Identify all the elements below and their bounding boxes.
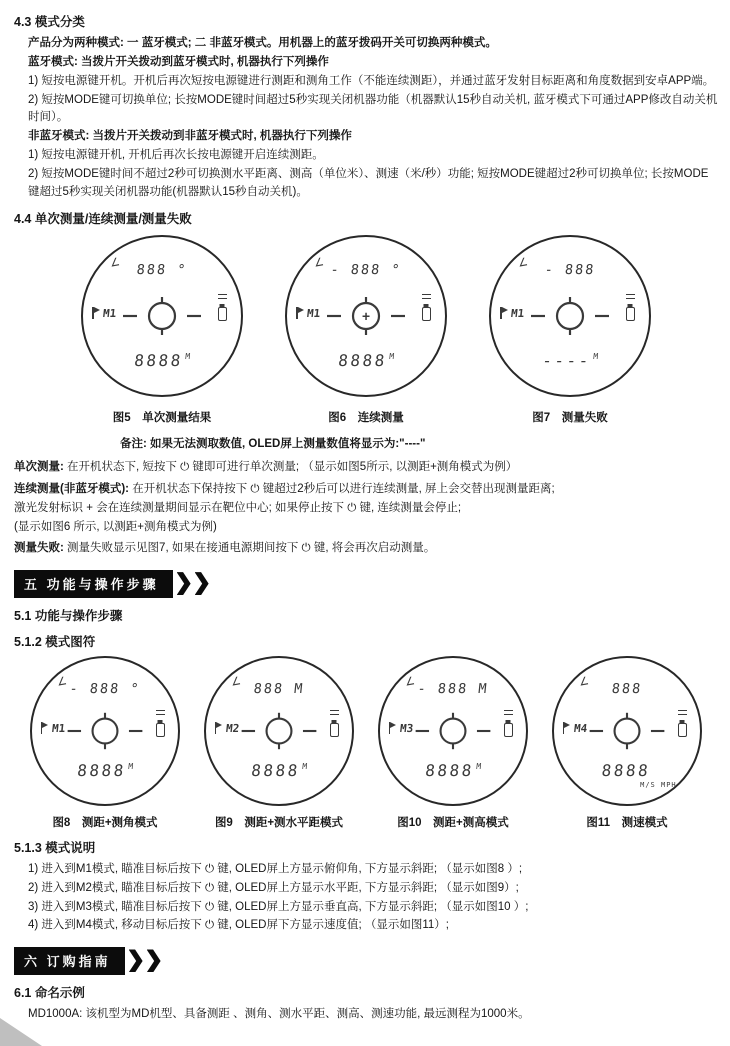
section-6-banner: 六 订购指南 [14, 947, 125, 975]
laser-emit-icon: ∠ [312, 256, 325, 270]
signal-icon [218, 294, 227, 299]
flag-icon [215, 722, 224, 734]
flag-icon [563, 722, 572, 734]
distance-unit: M [127, 762, 134, 772]
oled-status-icons [504, 710, 513, 737]
figure-9-caption: 图9 测距+测水平距模式 [214, 816, 344, 829]
crosshair-reticle-icon [59, 711, 151, 751]
chevron-icon [147, 949, 161, 972]
oled-top-value: 888 [610, 680, 644, 697]
laser-active-icon: + [362, 309, 370, 325]
naming-example-text: MD1000A: 该机型为MD机型、具备测距 、测角、测水平距、测高、测速功能, 最远测程为1000米。 [28, 1007, 530, 1020]
section-6-1-heading: 6.1 命名示例 [14, 985, 85, 1000]
oled-bottom-value [205, 761, 353, 780]
oled-top-value: - 888 [543, 262, 597, 279]
oled-display-continuous [285, 235, 447, 397]
distance-unit: M [592, 351, 599, 361]
mode-figure-row [14, 656, 718, 830]
failed-measure-label: 测量失败: [14, 542, 64, 555]
battery-icon [330, 723, 339, 737]
note-line: 备注: 如果无法测取数值, OLED屏上测量数值将显示为:"----" [120, 438, 426, 451]
oled-display-m2 [204, 656, 354, 806]
crosshair-reticle-icon [407, 711, 499, 751]
oled-display-m3 [378, 656, 528, 806]
section-5-banner: 五 功能与操作步骤 [14, 570, 173, 598]
figure-10 [378, 656, 528, 830]
distance-unit [652, 762, 653, 771]
flag-icon [92, 307, 101, 319]
oled-display-m1 [30, 656, 180, 806]
crosshair-reticle-icon [233, 711, 325, 751]
oled-mode-label: M1 [51, 721, 66, 735]
oled-display-single [81, 235, 243, 397]
chevron-icon [129, 949, 143, 972]
distance-value: 8888 [76, 761, 127, 781]
chevron-icon [195, 572, 209, 595]
mode-m1-item: 1) 进入到M1模式, 瞄准目标后按下 ⏻ 键, OLED屏上方显示俯仰角, 下方显示斜距; （显示如图8 ）; [28, 862, 523, 875]
crosshair-reticle-icon [581, 711, 673, 751]
measurement-figure-row [14, 235, 718, 425]
oled-bottom-value [286, 351, 446, 370]
oled-top-value: 888 ° [135, 262, 189, 279]
bluetooth-step-2: 2) 短按MODE键可切换单位; 长按MODE键时间超过5秒实现关闭机器功能（机器默认15秒自动关机, 蓝牙模式下可通过APP修改自动关机时间）。 [28, 93, 718, 124]
distance-unit: M [388, 351, 395, 361]
figure-5-caption: 图5 单次测量结果 [112, 412, 212, 425]
flag-icon [389, 722, 398, 734]
non-bluetooth-step-2: 2) 短按MODE键时间不超过2秒可切换测水平距离、测高（单位米）、测速（米/秒）功能; 短按MODE键超过2秒可切换单位; 长按MODE键超过5秒实现关闭机器功能(机器默认15秒自动关机)。 [28, 168, 709, 198]
section-4-3-heading: 4.3 模式分类 [14, 15, 85, 29]
battery-icon [218, 307, 227, 321]
section-5-1-3-heading: 5.1.3 模式说明 [14, 840, 96, 855]
figure-7 [489, 235, 651, 425]
oled-bottom-value [379, 761, 527, 780]
distance-unit: M [475, 762, 482, 772]
mode-m2-item: 2) 进入到M2模式, 瞄准目标后按下 ⏻ 键, OLED屏上方显示水平距, 下方显示斜距; （显示如图9）; [28, 881, 519, 894]
section-6-banner-row [14, 947, 718, 975]
signal-icon [156, 710, 165, 715]
chevron-icon [177, 572, 191, 595]
flag-icon [296, 307, 305, 319]
continuous-measure-paragraph [14, 481, 718, 536]
crosshair-reticle-icon [318, 296, 414, 336]
bluetooth-mode-heading: 蓝牙模式: 当拨片开关拨动到蓝牙模式时, 机器执行下列操作 [28, 55, 329, 68]
oled-bottom-value [82, 351, 242, 370]
laser-emit-icon: ∠ [229, 675, 242, 689]
section-4-4-heading: 4.4 单次测量/连续测量/测量失败 [14, 212, 192, 227]
figure-6-caption: 图6 连续测量 [328, 412, 404, 425]
laser-emit-icon: ∠ [108, 256, 121, 270]
flag-icon [41, 722, 50, 734]
oled-bottom-value [553, 761, 701, 780]
crosshair-reticle-icon [114, 296, 210, 336]
figure-10-caption: 图10 测距+测高模式 [397, 816, 509, 829]
crosshair-reticle-icon [522, 296, 618, 336]
oled-mode-label: M2 [225, 721, 240, 735]
single-measure-label: 单次测量: [14, 461, 64, 474]
flag-icon [500, 307, 509, 319]
mode-m4-item: 4) 进入到M4模式, 移动目标后按下 ⏻ 键, OLED屏下方显示速度值; （显示如图11）; [28, 919, 449, 932]
figure-8 [30, 656, 180, 830]
oled-bottom-value [31, 761, 179, 780]
figure-7-caption: 图7 测量失败 [532, 412, 608, 425]
oled-top-value: 888 M [252, 680, 306, 697]
section-4-3-body [28, 35, 718, 201]
oled-mode-label: M1 [306, 306, 322, 320]
distance-value: 8888 [133, 350, 184, 370]
oled-display-failed [489, 235, 651, 397]
speed-value: 8888 [600, 761, 652, 781]
non-bluetooth-step-1: 1) 短按电源键开机, 开机后再次长按电源键开启连续测距。 [28, 149, 324, 162]
section-5-1-heading: 5.1 功能与操作步骤 [14, 608, 123, 623]
distance-value: 8888 [250, 761, 301, 781]
product-modes-intro: 产品分为两种模式: 一 蓝牙模式; 二 非蓝牙模式。用机器上的蓝牙拨码开关可切换两种模式。 [28, 37, 497, 49]
oled-top-value: - 888 ° [68, 680, 142, 697]
signal-icon [422, 294, 431, 299]
distance-unit: M [184, 351, 191, 361]
distance-value: 8888 [424, 761, 475, 781]
distance-unit: M [301, 762, 308, 772]
laser-emit-icon: ∠ [55, 675, 68, 689]
oled-status-icons [626, 294, 635, 321]
oled-mode-label: M4 [573, 721, 588, 735]
oled-bottom-value [490, 351, 650, 370]
figure-11-caption: 图11 测速模式 [586, 816, 668, 829]
failed-measure-text: 测量失败显示见图7, 如果在接通电源期间按下 ⏻ 键, 将会再次启动测量。 [67, 542, 436, 555]
oled-status-icons [678, 710, 687, 737]
battery-icon [678, 723, 687, 737]
continuous-measure-label: 连续测量(非蓝牙模式): [14, 482, 129, 495]
battery-icon [156, 723, 165, 737]
battery-icon [626, 307, 635, 321]
oled-mode-label: M1 [102, 306, 118, 320]
continuous-measure-line1: 在开机状态下保持按下 ⏻ 键超过2秒后可以进行连续测量, 屏上会交替出现测量距离; [132, 482, 555, 495]
oled-status-icons [156, 710, 165, 737]
oled-top-value: - 888 M [416, 680, 490, 697]
oled-status-icons [422, 294, 431, 321]
figure-6 [285, 235, 447, 425]
section-5-banner-row [14, 570, 718, 598]
mode-m3-item: 3) 进入到M3模式, 瞄准目标后按下 ⏻ 键, OLED屏上方显示垂直高, 下方显示斜距; （显示如图10 ）; [28, 900, 529, 913]
continuous-measure-line3: (显示如图6 所示, 以测距+测角模式为例) [14, 520, 217, 533]
continuous-measure-line2: 激光发射标识 + 会在连续测量期间显示在靶位中心; 如果停止按下 ⏻ 键, 连续测量会停止; [14, 501, 462, 514]
distance-value: 8888 [337, 350, 388, 370]
single-measure-paragraph [14, 459, 718, 476]
figure-5 [81, 235, 243, 425]
oled-status-icons [330, 710, 339, 737]
failed-measure-paragraph [14, 540, 718, 557]
distance-value: ---- [541, 350, 592, 370]
signal-icon [626, 294, 635, 299]
bluetooth-step-1: 1) 短按电源键开机。开机后再次短按电源键进行测距和测角工作（不能连续测距），并通过蓝牙发射目标距离和角度数据到安卓APP端。 [28, 74, 715, 87]
oled-mode-label: M3 [399, 721, 414, 735]
signal-icon [330, 710, 339, 715]
naming-example-body [28, 1006, 718, 1023]
mode-description-list [28, 861, 718, 935]
laser-emit-icon: ∠ [516, 256, 529, 270]
section-5-1-2-heading: 5.1.2 模式图符 [14, 634, 96, 649]
signal-icon [504, 710, 513, 715]
figure-11 [552, 656, 702, 830]
oled-top-value: - 888 ° [329, 262, 403, 279]
oled-display-m4 [552, 656, 702, 806]
oled-speed-units: M/S MPH [640, 780, 677, 789]
signal-icon [678, 710, 687, 715]
non-bluetooth-mode-heading: 非蓝牙模式: 当拨片开关拨动到非蓝牙模式时, 机器执行下列操作 [28, 130, 352, 143]
laser-emit-icon: ∠ [577, 675, 590, 689]
oled-status-icons [218, 294, 227, 321]
figure-8-caption: 图8 测距+测角模式 [52, 816, 158, 829]
battery-icon [422, 307, 431, 321]
battery-icon [504, 723, 513, 737]
oled-mode-label: M1 [510, 306, 526, 320]
single-measure-text: 在开机状态下, 短按下 ⏻ 键即可进行单次测量; （显示如图5所示, 以测距+测角模式为例） [67, 461, 518, 474]
laser-emit-icon: ∠ [403, 675, 416, 689]
figure-9 [204, 656, 354, 830]
